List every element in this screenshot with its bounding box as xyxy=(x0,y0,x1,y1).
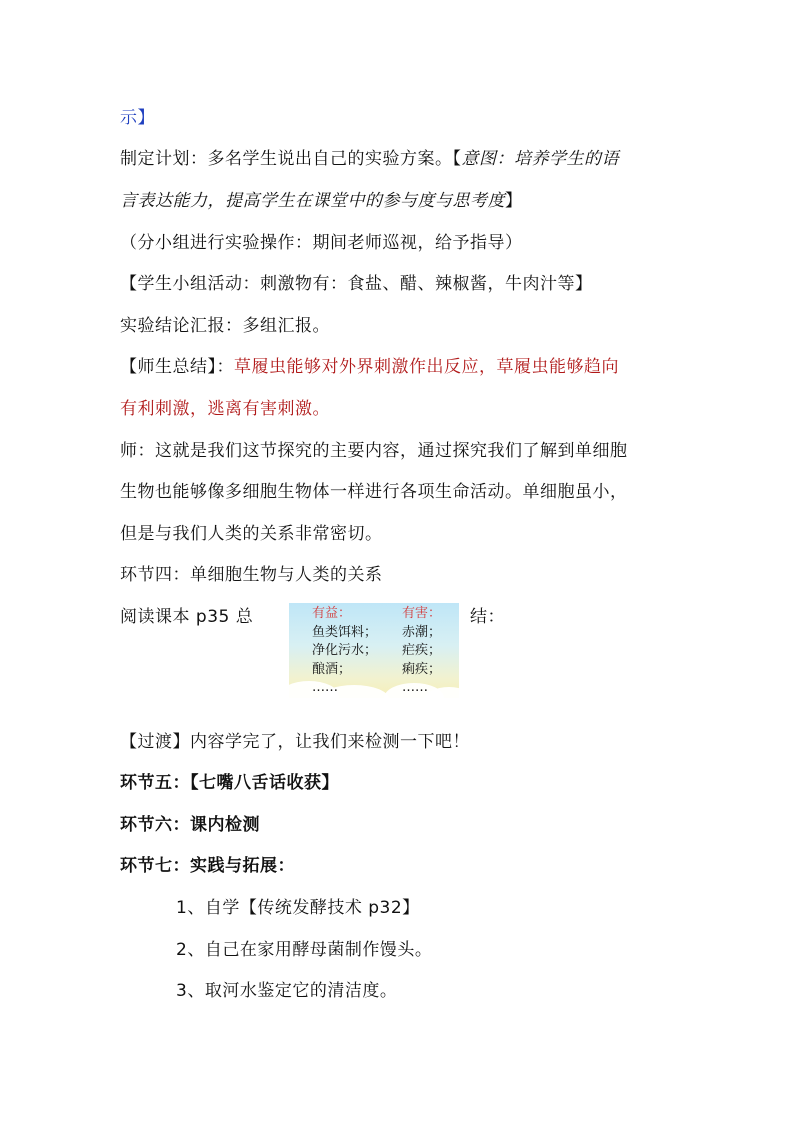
line-8: 有利刺激，逃离有害刺激。 xyxy=(120,399,330,419)
harm-item: …… xyxy=(402,680,428,695)
benefit-harm-image xyxy=(289,603,459,698)
harm-header: 有害： xyxy=(402,606,442,621)
line-9: 师：这就是我们这节探究的主要内容，通过探究我们了解到单细胞 xyxy=(120,441,628,461)
text-intent-1: 意图：培养学生的语 xyxy=(461,149,619,169)
text-show-end: 示】 xyxy=(120,108,155,128)
line-3 xyxy=(120,189,523,213)
harm-item: 赤潮； xyxy=(402,624,442,640)
line-12: 环节四：单细胞生物与人类的关系 xyxy=(120,565,383,585)
line-19: 2、自己在家用酵母菌制作馒头。 xyxy=(176,940,433,960)
line-13-left: 阅读课本 p35 总 xyxy=(120,607,254,627)
benefit-item: 鱼类饵料； xyxy=(312,624,378,640)
line-16: 环节六：课内检测 xyxy=(120,815,260,835)
line-4: （分小组进行实验操作：期间老师巡视，给予指导） xyxy=(120,233,523,253)
benefit-item: …… xyxy=(312,680,338,695)
line-20: 3、取河水鉴定它的清洁度。 xyxy=(176,981,398,1001)
line-15: 环节五：【七嘴八舌话收获】 xyxy=(120,773,339,793)
text-summary-label: 【师生总结】： xyxy=(120,357,234,377)
harm-item: 疟疾； xyxy=(402,643,442,658)
text-summary-1: 草履虫能够对外界刺激作出反应，草履虫能够趋向 xyxy=(234,357,619,377)
line-13-right: 结： xyxy=(470,607,505,627)
line-6: 实验结论汇报：多组汇报。 xyxy=(120,316,330,336)
line-10: 生物也能够像多细胞生物体一样进行各项生命活动。单细胞虽小， xyxy=(120,482,628,502)
harm-column xyxy=(402,605,441,698)
line-1 xyxy=(120,106,155,130)
line-7 xyxy=(120,355,619,379)
text-bracket-open: 【 xyxy=(452,149,462,169)
line-11: 但是与我们人类的关系非常密切。 xyxy=(120,524,383,544)
harm-item: 痢疾； xyxy=(402,661,442,677)
line-17: 环节七：实践与拓展： xyxy=(120,856,295,876)
line-14: 【过渡】内容学完了，让我们来检测一下吧！ xyxy=(120,732,470,752)
benefit-header: 有益： xyxy=(312,606,352,621)
line-5: 【学生小组活动：刺激物有：食盐、醋、辣椒酱，牛肉汁等】 xyxy=(120,274,593,294)
line-2 xyxy=(120,147,619,171)
benefit-item: 净化污水； xyxy=(312,643,378,658)
benefit-column xyxy=(312,605,377,698)
line-18: 1、自学【传统发酵技术 p32】 xyxy=(176,898,420,918)
text-bracket-close: 】 xyxy=(505,191,523,211)
text-plan: 制定计划：多名学生说出自己的实验方案。 xyxy=(120,149,453,169)
benefit-item: 酿酒； xyxy=(312,661,352,677)
text-intent-2: 言表达能力，提高学生在课堂中的参与度与思考度 xyxy=(120,191,505,211)
